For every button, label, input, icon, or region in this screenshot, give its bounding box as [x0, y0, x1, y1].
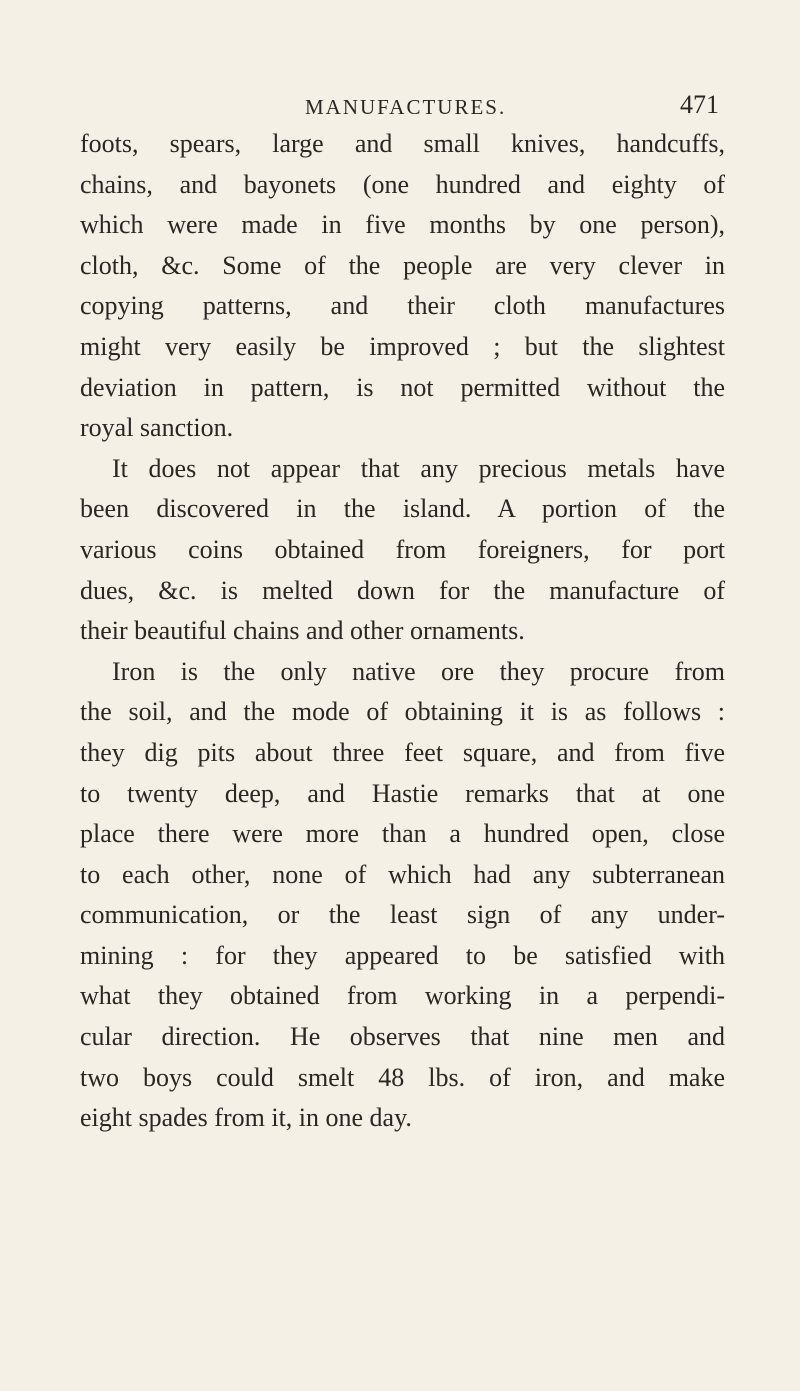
text-line: copying patterns, and their cloth manufactures: [80, 291, 725, 321]
text-line: deviation in pattern, is not permitted without the: [80, 372, 725, 402]
text-line-paragraph-end: their beautiful chains and other ornaments.: [80, 616, 525, 646]
text-line: various coins obtained from foreigners, for port: [80, 534, 725, 564]
text-line-paragraph-end: royal sanction.: [80, 413, 234, 443]
text-line-paragraph-end: eight spades from it, in one day.: [80, 1103, 412, 1133]
text-line: communication, or the least sign of any under-: [80, 900, 725, 930]
text-line: chains, and bayonets (one hundred and eighty of: [80, 169, 725, 199]
text-line: they dig pits about three feet square, and from five: [80, 737, 725, 767]
running-head-title: MANUFACTURES.: [305, 95, 507, 119]
text-line: cular direction. He observes that nine men and: [80, 1022, 725, 1052]
text-line: been discovered in the island. A portion of the: [80, 494, 725, 524]
text-line: two boys could smelt 48 lbs. of iron, and make: [80, 1062, 725, 1092]
text-line: which were made in five months by one person),: [80, 210, 725, 240]
text-line: to each other, none of which had any subterranean: [80, 859, 725, 889]
text-line: dues, &c. is melted down for the manufacture of: [80, 575, 725, 605]
text-line: cloth, &c. Some of the people are very clever in: [80, 250, 725, 280]
text-line: what they obtained from working in a perpendi-: [80, 981, 725, 1011]
page-number: 471: [680, 90, 719, 119]
text-line: the soil, and the mode of obtaining it is as follows :: [80, 697, 725, 727]
text-line-paragraph-start: Iron is the only native ore they procure from: [112, 656, 725, 686]
text-line: to twenty deep, and Hastie remarks that at one: [80, 778, 725, 808]
text-line: place there were more than a hundred open, close: [80, 819, 725, 849]
text-line-paragraph-start: It does not appear that any precious metals have: [112, 453, 725, 483]
text-line: mining : for they appeared to be satisfied with: [80, 940, 725, 970]
text-line: might very easily be improved ; but the slightest: [80, 331, 725, 361]
body-text: [80, 124, 725, 1139]
text-line: foots, spears, large and small knives, handcuffs,: [80, 129, 725, 158]
